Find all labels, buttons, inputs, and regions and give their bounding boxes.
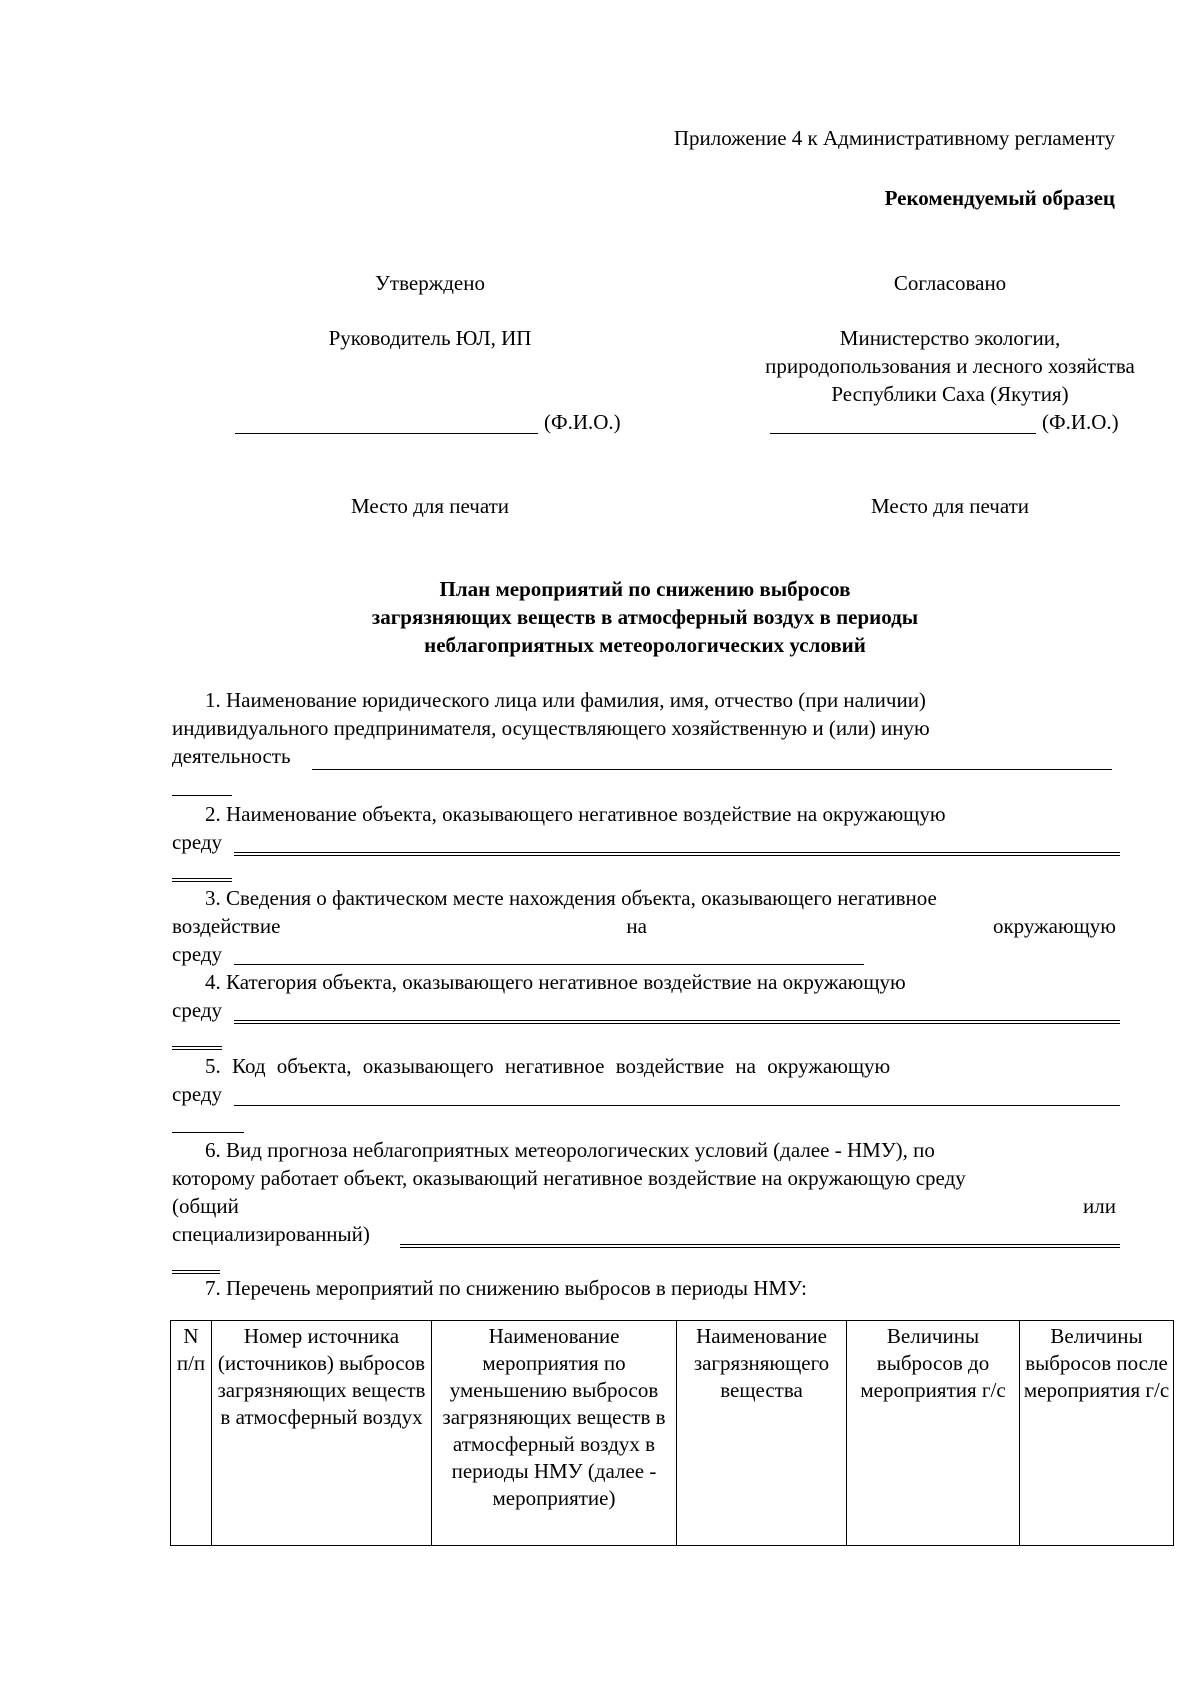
- item-2-field-cont-double: [172, 881, 232, 882]
- item-4-field-double: [234, 1023, 1120, 1024]
- item-5-field[interactable]: [234, 1105, 1120, 1106]
- item-4-field[interactable]: [234, 1020, 1120, 1021]
- item-2-line-2: среду: [172, 830, 223, 854]
- approver-stamp-place: Место для печати: [350, 494, 510, 518]
- col-number: N п/п: [171, 1321, 212, 1546]
- item-6-line-4: специализированный): [172, 1222, 370, 1246]
- approved-heading: Утверждено: [375, 271, 485, 295]
- item-2-line-1: 2. Наименование объекта, оказывающего негативное воздействие на окружающую: [205, 802, 946, 826]
- item-1-field[interactable]: [312, 769, 1112, 770]
- item-3-word-3: окружающую: [992, 914, 1116, 938]
- ministry-line-2: природопользования и лесного хозяйства: [765, 354, 1135, 378]
- item-1-field-cont[interactable]: [172, 795, 232, 796]
- title-line-3: неблагоприятных метеорологических условий: [424, 633, 866, 657]
- col-emissions-after: Величины выбросов после мероприятия г/с: [1020, 1321, 1174, 1546]
- item-4-field-cont-double: [172, 1049, 222, 1050]
- item-6-word-1: (общий: [172, 1194, 239, 1218]
- agreer-fio-label: (Ф.И.О.): [1042, 410, 1119, 434]
- item-1-line-3: деятельность: [172, 744, 291, 768]
- item-6-field-double: [400, 1247, 1120, 1248]
- item-6-field-cont-double: [172, 1273, 220, 1274]
- item-6-word-2: или: [1083, 1194, 1116, 1218]
- item-2-field-double: [234, 855, 1120, 856]
- col-source-number: Номер источника (источников) выбросов загрязняющих веществ в атмосферный воздух: [212, 1321, 432, 1546]
- item-5-text: 5. Код объекта, оказывающего негативное воздействие на окружающую: [205, 1054, 891, 1078]
- item-4-field-cont[interactable]: [172, 1046, 222, 1047]
- item-3-word-1: воздействие: [172, 914, 281, 938]
- approver-signature-line[interactable]: [235, 433, 538, 434]
- item-6-field[interactable]: [400, 1244, 1120, 1245]
- item-4-line-2: среду: [172, 998, 223, 1022]
- col-pollutant-name: Наименование загрязняющего вещества: [677, 1321, 847, 1546]
- ministry-line-1: Министерство экологии,: [839, 326, 1061, 350]
- item-5-field-cont[interactable]: [172, 1132, 244, 1133]
- recommended-sample-label: Рекомендуемый образец: [884, 186, 1115, 210]
- approver-role: Руководитель ЮЛ, ИП: [328, 326, 532, 350]
- item-3-line-1: 3. Сведения о фактическом месте нахождения объекта, оказывающего негативное: [205, 886, 937, 910]
- item-2-field[interactable]: [234, 852, 1120, 853]
- item-6-line-2: которому работает объект, оказывающий негативное воздействие на окружающую среду: [172, 1166, 966, 1190]
- document-title: [320, 575, 970, 659]
- table-header-row: [171, 1321, 1174, 1546]
- nmu-measures-table: [170, 1320, 1174, 1546]
- item-3-word-2: на: [626, 914, 647, 938]
- agreed-heading: Согласовано: [893, 271, 1007, 295]
- item-7-line: 7. Перечень мероприятий по снижению выбросов в периоды НМУ:: [205, 1276, 807, 1300]
- col-emissions-before: Величины выбросов до мероприятия г/с: [847, 1321, 1020, 1546]
- appendix-label: Приложение 4 к Административному регламенту: [673, 126, 1115, 150]
- item-2-field-cont[interactable]: [172, 878, 232, 879]
- ministry-line-3: Республики Саха (Якутия): [831, 382, 1069, 406]
- item-6-line-1: 6. Вид прогноза неблагоприятных метеорологических условий (далее - НМУ), по: [205, 1138, 935, 1162]
- agreer-signature-line[interactable]: [770, 433, 1036, 434]
- item-3-line-2: [172, 914, 1116, 939]
- item-5-line-2: среду: [172, 1082, 223, 1106]
- col-measure-name: Наименование мероприятия по уменьшению выбросов загрязняющих веществ в атмосферный воздух в периоды НМУ (далее - мероприятие): [432, 1321, 677, 1546]
- item-3-field[interactable]: [234, 964, 864, 965]
- item-1-line-2: индивидуального предпринимателя, осуществляющего хозяйственную и (или) иную: [172, 716, 930, 740]
- item-4-line-1: 4. Категория объекта, оказывающего негативное воздействие на окружающую: [205, 970, 906, 994]
- title-line-2: загрязняющих веществ в атмосферный воздух в периоды: [371, 605, 919, 629]
- agreer-stamp-place: Место для печати: [870, 494, 1030, 518]
- title-line-1: План мероприятий по снижению выбросов: [439, 577, 851, 601]
- item-3-line-3: среду: [172, 942, 223, 966]
- item-6-field-cont[interactable]: [172, 1270, 220, 1271]
- item-1-line-1: 1. Наименование юридического лица или фамилия, имя, отчество (при наличии): [205, 688, 926, 712]
- approver-fio-label: (Ф.И.О.): [544, 410, 621, 434]
- item-5-line-1: [205, 1054, 1116, 1079]
- item-6-line-3: [172, 1194, 1116, 1219]
